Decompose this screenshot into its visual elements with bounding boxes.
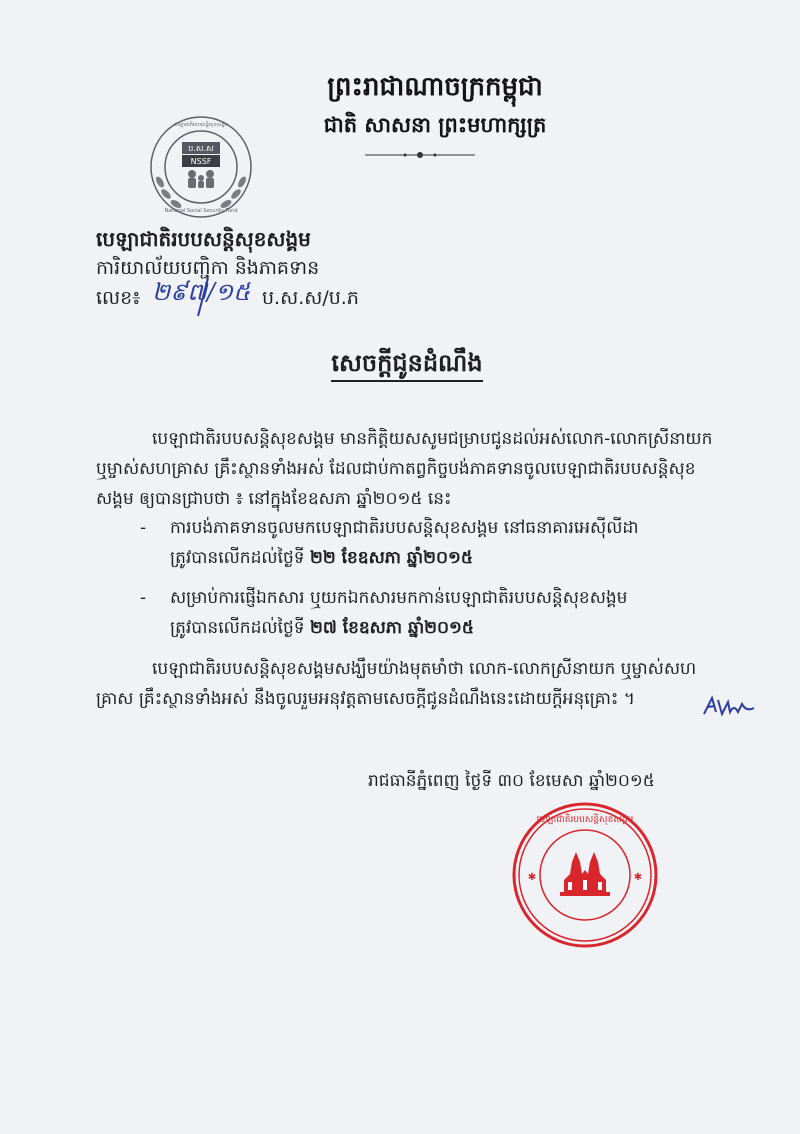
handwritten-reference-number bbox=[150, 274, 270, 334]
logo-abbr: ប.ស.ស bbox=[188, 144, 214, 153]
bullet-line: ការបង់ភាគទានចូលមកបេឡាជាតិរបបសន្តិសុខសង្គម នៅធនាគារអេស៊ីលីដា bbox=[170, 518, 639, 538]
document-title bbox=[0, 348, 800, 383]
handwritten-initials bbox=[700, 694, 760, 720]
svg-text:✱: ✱ bbox=[527, 872, 537, 883]
place-and-date: រាជធានីភ្នំពេញ ថ្ងៃទី ៣០ ខែមេសា ឆ្នាំ២០១៥ bbox=[368, 771, 655, 791]
bullet-deadline-date: ២៧ ខែឧសភា ឆ្នាំ២០១៥ bbox=[309, 618, 474, 638]
organization-name: បេឡាជាតិរបបសន្តិសុខសង្គម bbox=[96, 227, 311, 251]
national-motto: ជាតិ សាសនា ព្រះមហាក្សត្រ bbox=[323, 112, 547, 137]
logo-ring-text-kh: បេឡាជាតិរបបសន្តិសុខសង្គម bbox=[174, 122, 228, 128]
seal-ring-text: បេឡាជាតិរបបសន្តិសុខសង្គម bbox=[536, 815, 634, 825]
bullet-dash: - bbox=[140, 518, 147, 538]
bullet-line: សម្រាប់ការផ្ញើឯកសារ ឬយកឯកសារមកកាន់បេឡាជាតិរបបសន្តិសុខសង្គម bbox=[170, 588, 628, 608]
intro-paragraph: បេឡាជាតិរបបសន្តិសុខសង្គម មានកិត្តិយសសូមជម្រាបជូនដល់អស់លោក-លោកស្រីនាយក ឬម្ចាស់សហគ្រាស គ្រឹះស្ថានទាំងអស់ ដែលជាប់កាតព្វកិច្ចបង់ភាគទានចូលបេឡាជាតិរបបសន្តិសុខសង្គម ឲ្យបានជ្រាបថា ៖ នៅក្នុងខែឧសភា ឆ្នាំ២០១៥ នេះ bbox=[96, 429, 713, 509]
bullet-item bbox=[140, 583, 700, 643]
bullet-dash: - bbox=[140, 588, 147, 608]
organization-department: ការិយាល័យបញ្ជិកា និងភាគទាន bbox=[96, 257, 320, 279]
ornament-divider bbox=[365, 151, 475, 159]
kingdom-heading: ព្រះរាជាណាចក្រកម្ពុជា bbox=[327, 72, 543, 102]
bullet-deadline-date: ២២ ខែឧសភា ឆ្នាំ២០១៥ bbox=[309, 548, 473, 568]
handwritten-number: ២៩៧/១៥ bbox=[152, 278, 251, 306]
nssf-logo bbox=[146, 112, 256, 222]
reference-label: លេខ៖ bbox=[96, 287, 141, 309]
logo-ring-text-en: National Social Security Fund bbox=[164, 208, 238, 214]
bullet-item bbox=[140, 513, 700, 573]
bullet-deadline-prefix: ត្រូវបានលើកដល់ថ្ងៃទី bbox=[170, 548, 305, 568]
svg-text:✱: ✱ bbox=[633, 872, 643, 883]
closing-paragraph: បេឡាជាតិរបបសន្តិសុខសង្គមសង្ឃឹមយ៉ាងមុតមាំថា លោក-លោកស្រីនាយក ឬម្ចាស់សហគ្រាស គ្រឹះស្ថានទាំងអស់ នឹងចូលរួមអនុវត្តតាមសេចក្តីជូនដំណឹងនេះដោយក្តីអនុគ្រោះ ។ bbox=[96, 659, 697, 709]
bullet-deadline-prefix: ត្រូវបានលើកដល់ថ្ងៃទី bbox=[170, 618, 305, 638]
logo-acronym: NSSF bbox=[190, 157, 212, 166]
reference-suffix: ប.ស.ស/ប.ភ bbox=[262, 287, 359, 309]
title-text: សេចក្តីជូនដំណឹង bbox=[331, 349, 482, 382]
official-seal bbox=[510, 800, 660, 950]
